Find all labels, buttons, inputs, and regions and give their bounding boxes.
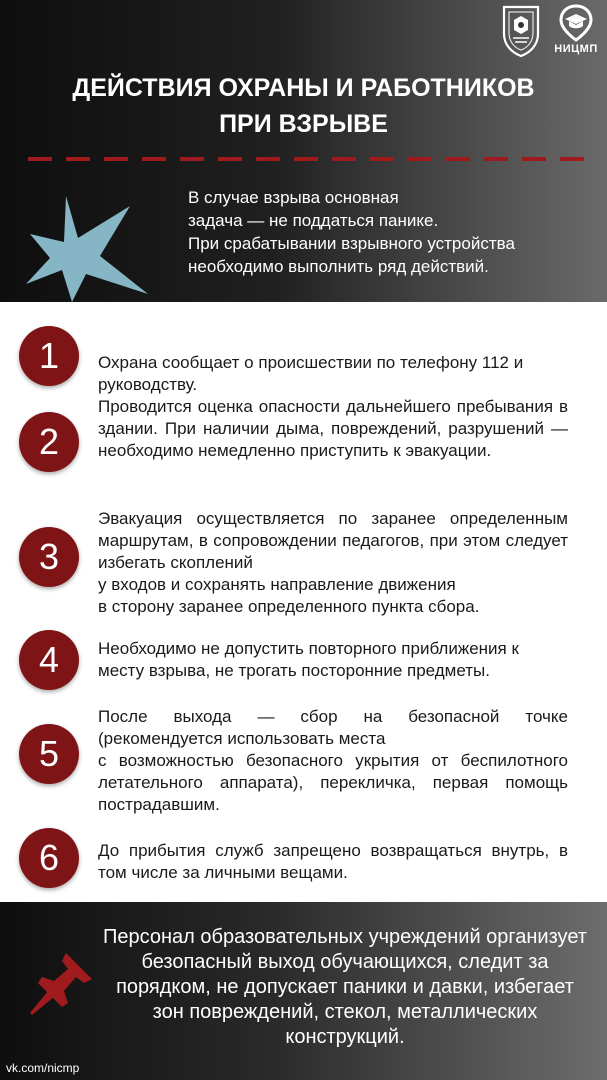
- step-number-badge: 4: [19, 630, 79, 690]
- step-3-part-2: у входов и сохранять направление движения: [98, 575, 456, 594]
- intro-text: [188, 186, 588, 278]
- title-line-1: ДЕЙСТВИЯ ОХРАНЫ И РАБОТНИКОВ: [72, 74, 535, 102]
- step-text: Необходимо не допустить повторного приближения к месту взрыва, не трогать посторонние предметы.: [98, 639, 519, 680]
- step-text: [98, 706, 568, 816]
- title-line-2: ПРИ ВЗРЫВЕ: [219, 110, 388, 138]
- push-pin-icon: [26, 947, 98, 1019]
- emblem-shield-icon: [501, 4, 541, 58]
- nicmp-logo: [551, 4, 601, 58]
- step-text: Проводится оценка опасности дальнейшего пребывания в здании. При наличии дыма, повреждений, разрушений — необходимо немедленно приступить к эвакуации.: [98, 397, 568, 460]
- step-3-part-3: в сторону заранее определенного пункта сбора.: [98, 597, 480, 616]
- explosion-icon: [26, 196, 151, 304]
- graduation-cap-icon: [559, 4, 593, 42]
- intro-line-4: необходимо выполнить ряд действий.: [188, 257, 489, 276]
- step-text: [98, 508, 568, 618]
- footer-text: Персонал образовательных учреждений организует безопасный выход обучающихся, следит за порядком, не допускает паники и давки, избегает зон повреждений, стекол, металлических конструкций.: [103, 926, 587, 1048]
- step-text: До прибытия служб запрещено возвращаться внутрь, в том числе за личными вещами.: [98, 841, 568, 882]
- step-number-badge: 5: [19, 724, 79, 784]
- step-number-badge: 3: [19, 527, 79, 587]
- step-5-part-1: После выхода — сбор на безопасной точке (рекомендуется использовать места: [98, 707, 568, 748]
- intro-line-2: задача — не поддаться панике.: [188, 211, 439, 230]
- step-number-badge: 6: [19, 828, 79, 888]
- step-number-badge: 2: [19, 412, 79, 472]
- page-title: [0, 70, 607, 142]
- logos: [501, 4, 601, 58]
- step-5-part-2: с возможностью безопасного укрытия от беспилотного летательного аппарата), перекличка, первая помощь пострадавшим.: [98, 751, 568, 814]
- step-text: Охрана сообщает о происшествии по телефону 112 и руководству.: [98, 353, 524, 394]
- org-abbr: НИЦМП: [554, 43, 598, 55]
- steps-list: [0, 302, 607, 902]
- step-3-part-1: Эвакуация осуществляется по заранее определенным маршрутам, в сопровождении педагогов, при этом следует избегать скоплений: [98, 509, 568, 572]
- dashed-divider: [28, 157, 586, 161]
- source-link[interactable]: vk.com/nicmp: [6, 1061, 80, 1075]
- intro-line-1: В случае взрыва основная: [188, 188, 399, 207]
- step-number-badge: 1: [19, 326, 79, 386]
- intro-line-3: При срабатывании взрывного устройства: [188, 234, 515, 253]
